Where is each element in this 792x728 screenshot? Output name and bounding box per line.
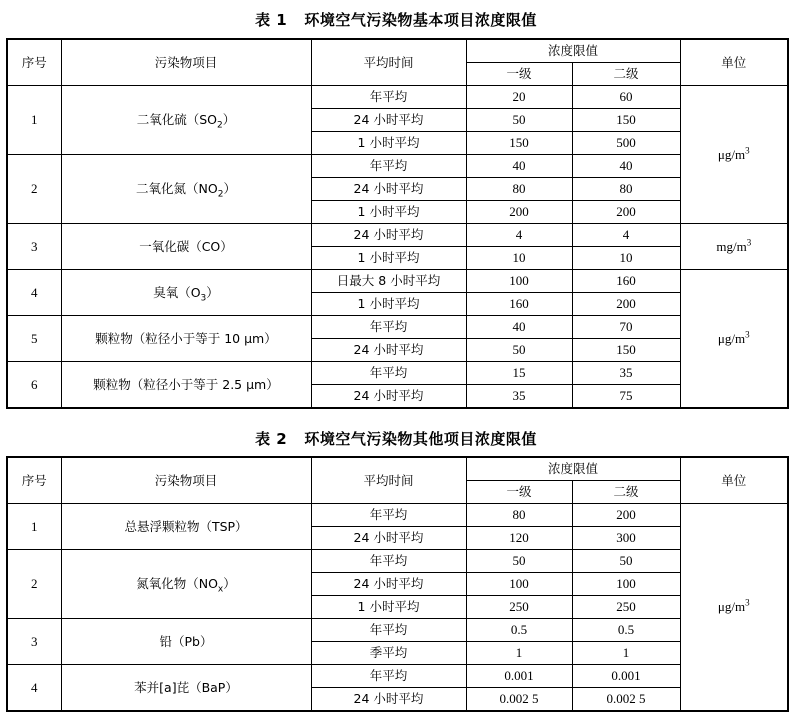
grade1-value: 15 [466, 362, 572, 385]
row-seq: 2 [7, 155, 61, 224]
grade1-value: 150 [466, 132, 572, 155]
avg-time: 年平均 [311, 86, 466, 109]
grade2-value: 60 [572, 86, 680, 109]
table1-title [0, 10, 792, 30]
row-seq: 5 [7, 316, 61, 362]
grade2-value: 70 [572, 316, 680, 339]
grade2-value: 250 [572, 596, 680, 619]
grade1-value: 0.002 5 [466, 688, 572, 712]
pollutant-name-subscript: 3 [200, 293, 207, 303]
pollutant-name-text: 氮氧化物（NO [136, 576, 218, 591]
avg-time: 24 小时平均 [311, 385, 466, 409]
avg-time: 年平均 [311, 665, 466, 688]
table2-header-grade2: 二级 [572, 481, 680, 504]
pollutant-name-subscript: x [217, 584, 224, 595]
table-row [7, 619, 788, 642]
avg-time: 24 小时平均 [311, 339, 466, 362]
table2-title-label: 表 2 [255, 430, 288, 448]
table2-header-avg-time: 平均时间 [311, 457, 466, 504]
avg-time: 24 小时平均 [311, 224, 466, 247]
pollutant-name: 颗粒物（粒径小于等于 10 μm） [61, 316, 311, 362]
pollutant-name-subscript: 2 [217, 189, 224, 200]
grade2-value: 150 [572, 339, 680, 362]
grade2-value: 35 [572, 362, 680, 385]
pollutant-name-suffix: ） [223, 576, 236, 591]
unit-text: μg/m [717, 599, 746, 614]
grade2-value: 200 [572, 293, 680, 316]
grade1-value: 50 [466, 550, 572, 573]
grade2-value: 40 [572, 155, 680, 178]
table2-title-text: 环境空气污染物其他项目浓度限值 [304, 430, 537, 448]
grade1-value: 250 [466, 596, 572, 619]
avg-time: 24 小时平均 [311, 688, 466, 712]
table2-header-pollutant: 污染物项目 [61, 457, 311, 504]
table1-header-unit: 单位 [680, 39, 788, 86]
unit-superscript: 3 [745, 145, 750, 156]
unit-cell [680, 224, 788, 270]
grade2-value: 0.002 5 [572, 688, 680, 712]
table-row [7, 155, 788, 178]
grade2-value: 75 [572, 385, 680, 409]
unit-superscript: 3 [745, 597, 750, 608]
table-row [7, 362, 788, 385]
table2-title [0, 429, 792, 449]
pollutant-name-text: 二氧化硫（SO [136, 112, 218, 127]
avg-time: 季平均 [311, 642, 466, 665]
unit-text: mg/m [716, 238, 747, 254]
grade1-value: 40 [466, 155, 572, 178]
table1-header-row [7, 39, 788, 63]
grade1-value: 1 [466, 642, 572, 665]
row-seq: 6 [7, 362, 61, 409]
grade1-value: 35 [466, 385, 572, 409]
unit-text: μg/m [717, 146, 746, 162]
grade2-value: 100 [572, 573, 680, 596]
row-seq: 2 [7, 550, 61, 619]
row-seq: 4 [7, 665, 61, 712]
avg-time: 年平均 [311, 619, 466, 642]
avg-time: 年平均 [311, 155, 466, 178]
avg-time: 年平均 [311, 504, 466, 527]
grade2-value: 1 [572, 642, 680, 665]
row-seq: 3 [7, 619, 61, 665]
table-row [7, 224, 788, 247]
avg-time: 24 小时平均 [311, 573, 466, 596]
grade1-value: 0.001 [466, 665, 572, 688]
table1-title-label: 表 1 [255, 11, 288, 29]
pollutant-name: 苯并[a]芘（BaP） [61, 665, 311, 712]
row-seq: 1 [7, 86, 61, 155]
grade1-value: 80 [466, 178, 572, 201]
grade1-value: 50 [466, 109, 572, 132]
grade1-value: 20 [466, 86, 572, 109]
table1-header-pollutant: 污染物项目 [61, 39, 311, 86]
avg-time: 日最大 8 小时平均 [311, 270, 466, 293]
grade2-value: 4 [572, 224, 680, 247]
table-row [7, 270, 788, 293]
unit-superscript: 3 [746, 237, 752, 248]
table-row [7, 665, 788, 688]
grade1-value: 200 [466, 201, 572, 224]
grade2-value: 200 [572, 504, 680, 527]
table2-header-seq: 序号 [7, 457, 61, 504]
pollutant-name: 颗粒物（粒径小于等于 2.5 μm） [61, 362, 311, 409]
avg-time: 1 小时平均 [311, 247, 466, 270]
grade1-value: 80 [466, 504, 572, 527]
grade1-value: 10 [466, 247, 572, 270]
row-seq: 4 [7, 270, 61, 316]
table-row [7, 504, 788, 527]
avg-time: 年平均 [311, 316, 466, 339]
grade1-value: 0.5 [466, 619, 572, 642]
unit-cell [680, 270, 788, 409]
avg-time: 1 小时平均 [311, 132, 466, 155]
table1-header-grade2: 二级 [572, 63, 680, 86]
avg-time: 24 小时平均 [311, 178, 466, 201]
grade2-value: 200 [572, 201, 680, 224]
table1 [6, 38, 789, 409]
grade2-value: 160 [572, 270, 680, 293]
table2-header-limit: 浓度限值 [466, 457, 680, 481]
table-row [7, 550, 788, 573]
unit-text: μg/m [717, 330, 746, 346]
pollutant-name [61, 550, 311, 619]
table-row [7, 316, 788, 339]
pollutant-name [61, 270, 311, 316]
table1-header-limit: 浓度限值 [466, 39, 680, 63]
table1-header-avg-time: 平均时间 [311, 39, 466, 86]
table2-header-grade1: 一级 [466, 481, 572, 504]
table1-header-seq: 序号 [7, 39, 61, 86]
grade2-value: 0.5 [572, 619, 680, 642]
pollutant-name-text: 臭氧（O [153, 284, 201, 300]
table2-header-unit: 单位 [680, 457, 788, 504]
grade1-value: 4 [466, 224, 572, 247]
row-seq: 1 [7, 504, 61, 550]
unit-cell [680, 504, 788, 712]
grade2-value: 10 [572, 247, 680, 270]
avg-time: 年平均 [311, 362, 466, 385]
pollutant-name-subscript: 2 [217, 120, 223, 131]
table-row [7, 86, 788, 109]
grade1-value: 100 [466, 573, 572, 596]
avg-time: 24 小时平均 [311, 109, 466, 132]
pollutant-name-text: 二氧化氮（NO [136, 181, 218, 196]
avg-time: 1 小时平均 [311, 596, 466, 619]
row-seq: 3 [7, 224, 61, 270]
pollutant-name: 铅（Pb） [61, 619, 311, 665]
grade2-value: 80 [572, 178, 680, 201]
table1-title-text: 环境空气污染物基本项目浓度限值 [304, 11, 537, 29]
pollutant-name: 一氧化碳（CO） [61, 224, 311, 270]
grade2-value: 150 [572, 109, 680, 132]
grade1-value: 50 [466, 339, 572, 362]
grade2-value: 0.001 [572, 665, 680, 688]
pollutant-name-suffix: ） [222, 112, 236, 127]
grade1-value: 160 [466, 293, 572, 316]
unit-cell [680, 86, 788, 224]
pollutant-name [61, 86, 311, 155]
grade2-value: 500 [572, 132, 680, 155]
table1-header-grade1: 一级 [466, 63, 572, 86]
table2-header-row [7, 457, 788, 481]
pollutant-name [61, 155, 311, 224]
unit-superscript: 3 [745, 329, 750, 340]
avg-time: 1 小时平均 [311, 293, 466, 316]
avg-time: 年平均 [311, 550, 466, 573]
avg-time: 24 小时平均 [311, 527, 466, 550]
table2 [6, 456, 789, 712]
grade1-value: 40 [466, 316, 572, 339]
pollutant-name: 总悬浮颗粒物（TSP） [61, 504, 311, 550]
pollutant-name-suffix: ） [223, 181, 236, 196]
grade2-value: 50 [572, 550, 680, 573]
grade1-value: 120 [466, 527, 572, 550]
grade1-value: 100 [466, 270, 572, 293]
pollutant-name-suffix: ） [206, 284, 219, 300]
grade2-value: 300 [572, 527, 680, 550]
avg-time: 1 小时平均 [311, 201, 466, 224]
